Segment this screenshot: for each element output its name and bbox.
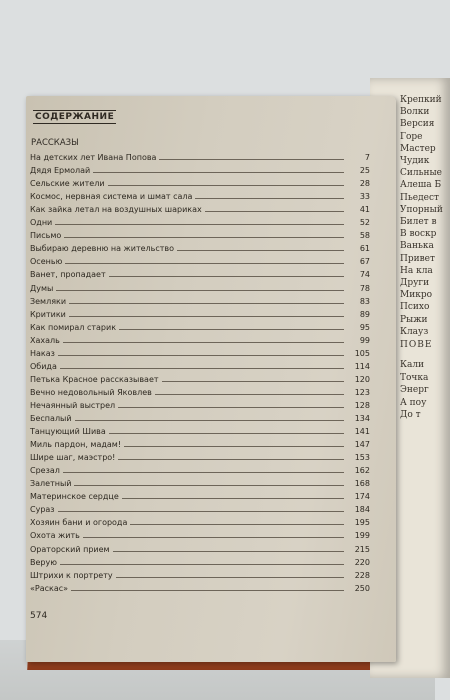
right-page-line: Мастер <box>400 143 436 154</box>
toc-leader-line <box>71 590 344 591</box>
toc-entry-title: Как зайка летал на воздушных шариках <box>30 205 202 215</box>
toc-entry-title: Осенью <box>30 257 63 267</box>
toc-entry-title: Срезал <box>30 466 60 476</box>
toc-entry <box>30 360 370 371</box>
toc-entry <box>30 464 370 475</box>
toc-entry <box>30 203 370 214</box>
right-page-line: А поу <box>400 397 427 408</box>
toc-entry <box>30 164 370 175</box>
toc-entry-page: 28 <box>359 179 370 189</box>
toc-leader-line <box>109 433 344 434</box>
toc-leader-line <box>119 329 344 330</box>
toc-entry-page: 61 <box>359 244 370 254</box>
toc-entry <box>30 268 370 279</box>
page-number: 574 <box>30 611 48 621</box>
toc-entry <box>30 177 370 188</box>
toc-entry-page: 105 <box>354 348 370 358</box>
toc-entry-page: 141 <box>354 427 370 437</box>
toc-entry-page: 250 <box>354 583 370 593</box>
toc-leader-line <box>74 485 344 486</box>
toc-entry-page: 95 <box>359 322 370 332</box>
toc-entry-title: Хозяин бани и огорода <box>30 518 128 528</box>
toc-leader-line <box>205 211 344 212</box>
toc-entry-title: Шире шаг, маэстро! <box>30 453 116 463</box>
toc-leader-line <box>60 564 344 565</box>
toc-leader-line <box>63 342 344 343</box>
toc-leader-line <box>118 407 344 408</box>
right-page-section: ПОВЕ <box>400 340 433 350</box>
right-page-line: Горе <box>400 131 423 142</box>
toc-entry <box>30 556 370 567</box>
toc-entry-title: Сураз <box>30 505 55 515</box>
toc-entry-page: 228 <box>354 570 370 580</box>
right-page-line: Сильные <box>400 168 442 179</box>
toc-leader-line <box>108 185 344 186</box>
toc-entry-title: «Раскас» <box>30 583 69 593</box>
toc-entry-title: Миль пардон, мадам! <box>30 440 122 450</box>
toc-entry-page: 162 <box>354 466 370 476</box>
toc-entry-page: 220 <box>354 557 370 567</box>
toc-leader-line <box>177 250 344 251</box>
toc-entry <box>30 399 370 410</box>
toc-entry-title: Сельские жители <box>30 179 105 189</box>
toc-entry-title: Критики <box>30 309 66 319</box>
right-page-line: Рыжи <box>400 314 428 325</box>
right-page-line: Упорный <box>400 204 443 215</box>
toc-entry-page: 67 <box>359 257 370 267</box>
right-page-line: Точка <box>400 372 429 383</box>
toc-entry-page: 147 <box>354 440 370 450</box>
toc-entry <box>30 503 370 514</box>
toc-leader-line <box>162 381 344 382</box>
toc-entry-title: Штрихи к портрету <box>30 570 113 580</box>
toc-entry-title: Залетный <box>30 479 72 489</box>
toc-entry-title: Вечно недовольный Яковлев <box>30 387 152 397</box>
toc-entry-title: Письмо <box>30 231 62 241</box>
toc-entry-page: 153 <box>354 453 370 463</box>
toc-entry-title: Ванет, пропадает <box>30 270 106 280</box>
toc-leader-line <box>75 420 344 421</box>
toc-entry-title: Материнское сердце <box>30 492 119 502</box>
toc-entry-page: 74 <box>359 270 370 280</box>
toc-entry <box>30 216 370 227</box>
toc-entry-title: Земляки <box>30 296 67 306</box>
toc-entry-title: Ораторский прием <box>30 544 110 554</box>
toc-entry <box>30 529 370 540</box>
toc-entry-page: 114 <box>354 361 370 371</box>
toc-entry-page: 89 <box>359 309 370 319</box>
toc-leader-line <box>58 355 344 356</box>
right-page-line: Версия <box>400 119 435 130</box>
toc-entry-title: Космос, нервная система и шмат сала <box>30 192 193 202</box>
toc-entry-page: 123 <box>354 387 370 397</box>
toc-entry-page: 184 <box>354 505 370 515</box>
toc-entry-page: 174 <box>354 492 370 502</box>
toc-entry-title: Как помирал старик <box>30 322 117 332</box>
toc-leader-line <box>69 303 344 304</box>
toc-entry <box>30 242 370 253</box>
toc-entry <box>30 255 370 266</box>
toc-entry-page: 199 <box>354 531 370 541</box>
toc-entry-title: Выбираю деревню на жительство <box>30 244 175 254</box>
toc-entry-page: 25 <box>359 166 370 176</box>
toc-heading: СОДЕРЖАНИЕ <box>35 112 115 122</box>
toc-entry <box>30 425 370 436</box>
right-page-line: Ванька <box>400 241 434 252</box>
right-page-line: Психо <box>400 302 430 313</box>
toc-entry-page: 168 <box>354 479 370 489</box>
toc-entry <box>30 412 370 423</box>
toc-leader-line <box>155 394 344 395</box>
right-page-line: Билет в <box>400 217 437 227</box>
right-page-line: Волки <box>400 107 430 118</box>
right-page-line: В воскр <box>400 229 437 240</box>
toc-entry-page: 120 <box>354 374 370 384</box>
toc-entry-page: 195 <box>354 518 370 528</box>
toc-leader-line <box>55 224 344 225</box>
toc-entry-title: Беспалый <box>30 414 72 423</box>
toc-entry <box>30 190 370 201</box>
toc-leader-line <box>109 276 344 277</box>
toc-leader-line <box>122 498 344 499</box>
right-page-line: Крепкий <box>400 95 442 105</box>
right-page-line: Други <box>400 278 430 288</box>
right-page-line: Кали <box>400 360 425 370</box>
toc-entry-page: 52 <box>359 218 370 228</box>
toc-leader-line <box>124 446 344 447</box>
right-page-line: Микро <box>400 290 433 301</box>
toc-entry-page: 7 <box>364 153 370 162</box>
toc-entry-title: Петька Красное рассказывает <box>30 374 159 384</box>
toc-entry-page: 128 <box>354 400 370 410</box>
toc-leader-line <box>113 551 344 552</box>
right-page-line: Чудик <box>400 156 430 166</box>
toc-entry-page: 41 <box>359 205 370 215</box>
toc-entry <box>30 321 370 332</box>
toc-entry <box>30 347 370 358</box>
right-page-line: Энерг <box>400 385 429 395</box>
toc-entry <box>30 451 370 462</box>
toc-leader-line <box>195 198 344 199</box>
toc-entry-page: 99 <box>359 335 370 345</box>
toc-entry-title: Нечаянный выстрел <box>30 400 116 410</box>
toc-entry-page: 83 <box>359 296 370 306</box>
section-title: РАССКАЗЫ <box>31 138 79 148</box>
toc-entry <box>30 386 370 397</box>
toc-leader-line <box>69 316 344 317</box>
toc-entry-title: Наказ <box>30 348 55 358</box>
toc-entry <box>30 438 370 449</box>
toc-entry <box>30 582 370 593</box>
toc-entry-page: 215 <box>354 544 370 554</box>
toc-entry <box>30 543 370 554</box>
right-page-line: Алеша Б <box>400 180 442 191</box>
toc-leader-line <box>56 290 344 291</box>
toc-leader-line <box>60 368 344 369</box>
toc-entry <box>30 569 370 580</box>
toc-entry <box>30 373 370 384</box>
toc-entry-title: Одни <box>30 218 53 228</box>
toc-entry-page: 58 <box>359 231 370 241</box>
toc-entry-title: Охота жить <box>30 531 80 541</box>
toc-leader-line <box>58 511 344 512</box>
toc-entry-title: Хахаль <box>30 335 60 345</box>
toc-entry-page: 78 <box>359 283 370 293</box>
toc-entry-page: 33 <box>359 192 370 202</box>
toc-leader-line <box>63 472 344 473</box>
right-page-line: Пьедест <box>400 192 439 203</box>
right-page-line: Привет <box>400 253 435 264</box>
right-page-line: На кла <box>400 265 433 276</box>
toc-leader-line <box>93 172 344 173</box>
toc-entry <box>30 516 370 527</box>
toc-entry-title: Танцующий Шива <box>30 427 106 437</box>
toc-leader-line <box>65 263 344 264</box>
toc-entry-title: На детских лет Ивана Попова <box>30 153 157 162</box>
right-page-line: До т <box>400 410 421 420</box>
toc-entry <box>30 282 370 293</box>
toc-entry-title: Дядя Ермолай <box>30 166 91 176</box>
right-page-line: Клауз <box>400 326 429 337</box>
toc-entry <box>30 229 370 240</box>
toc-entry <box>30 308 370 319</box>
toc-entry <box>30 151 370 162</box>
toc-entry-title: Думы <box>30 283 54 293</box>
toc-entry-title: Верую <box>30 557 57 567</box>
toc-leader-line <box>83 537 344 538</box>
toc-entry <box>30 295 370 306</box>
toc-entry <box>30 490 370 501</box>
toc-entry-page: 134 <box>354 414 370 423</box>
toc-leader-line <box>130 524 344 525</box>
toc-entry-title: Обида <box>30 361 57 371</box>
toc-entry <box>30 334 370 345</box>
toc-leader-line <box>64 237 344 238</box>
toc-leader-line <box>118 459 344 460</box>
toc-leader-line <box>116 577 344 578</box>
toc-leader-line <box>159 159 344 160</box>
toc-entry <box>30 477 370 488</box>
